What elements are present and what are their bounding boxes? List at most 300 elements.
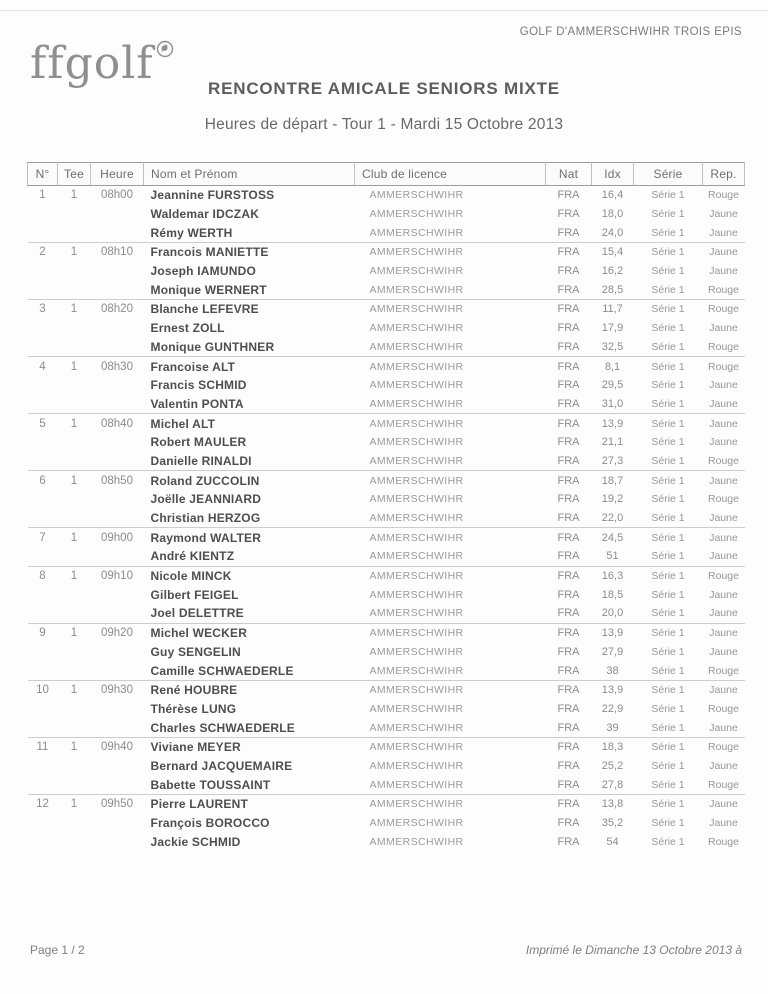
cell-heure: 08h20 [91,300,144,319]
cell-tee: 1 [58,357,91,376]
cell-nat: FRA [557,397,580,410]
cell-name: Robert MAULER [150,435,247,450]
ffgolf-logo-text: ffgolf [30,38,154,89]
cell-name: François BOROCCO [150,816,270,831]
column-header: Nat [546,163,592,186]
tee-times-table [27,162,745,851]
cell-heure: 08h00 [101,189,133,202]
cell-idx: 27,8 [601,778,624,791]
cell-num: 11 [28,737,58,756]
cell-rep: Jaune [703,471,745,490]
cell-club: AMMERSCHWIHR [369,283,464,296]
cell-club: AMMERSCHWIHR [369,493,464,506]
cell-name: Waldemar IDCZAK [150,207,260,222]
cell-heure [91,376,144,395]
cell-name: Babette TOUSSAINT [150,777,271,792]
cell-num: 3 [28,300,58,319]
cell-club: AMMERSCHWIHR [355,795,546,814]
cell-num: 12 [28,795,58,814]
column-header: Club de licence [355,163,546,186]
cell-name: André KIENTZ [150,549,235,564]
cell-nat: FRA [557,778,580,791]
cell-serie: Série 1 [651,322,685,335]
cell-idx: 25,2 [601,759,624,772]
cell-nat: FRA [557,189,580,202]
cell-serie: Série 1 [651,817,685,830]
cell-tee [58,319,91,338]
cell-club: AMMERSCHWIHR [355,414,546,433]
cell-heure: 09h10 [91,566,144,585]
cell-name: Jeannine FURSTOSS [150,188,275,203]
page-number: Page 1 / 2 [30,943,85,957]
player-row [28,795,745,814]
cell-rep: Jaune [703,528,745,547]
cell-heure [91,775,144,794]
cell-serie: Série 1 [651,189,685,202]
cell-num [28,490,58,509]
cell-tee [58,395,91,414]
cell-idx: 22,9 [601,702,624,715]
cell-heure [91,205,144,224]
cell-name: Nicole MINCK [144,566,355,585]
cell-serie: Série 1 [634,528,703,547]
cell-name: Thérèse LUNG [150,701,237,716]
cell-num [28,832,58,851]
player-row [28,319,745,338]
cell-idx: 29,5 [601,379,624,392]
player-row [28,643,745,662]
cell-num: 2 [28,243,58,262]
player-row [28,604,745,623]
column-header: Série [634,163,703,186]
cell-tee [58,585,91,604]
cell-tee: 1 [58,471,91,490]
cell-rep: Rouge [703,357,745,376]
player-row [28,547,745,566]
player-row [28,414,745,433]
cell-rep: Jaune [709,512,738,525]
cell-nat: FRA [557,454,580,467]
player-row [28,680,745,699]
cell-num [28,452,58,471]
cell-club: AMMERSCHWIHR [369,664,464,677]
cell-idx: 15,4 [592,243,634,262]
cell-nat: FRA [546,566,592,585]
cell-tee: 1 [58,737,91,756]
cell-serie: Série 1 [651,550,685,563]
cell-name: Danielle RINALDI [150,453,252,468]
cell-heure: 09h30 [91,680,144,699]
cell-nat: FRA [557,607,580,620]
cell-heure: 09h20 [91,623,144,642]
cell-tee [58,452,91,471]
cell-tee [58,700,91,719]
cell-tee [58,433,91,452]
cell-rep: Rouge [703,566,745,585]
cell-tee: 1 [58,680,91,699]
cell-tee [58,280,91,299]
cell-nat: FRA [557,721,580,734]
cell-tee [58,661,91,680]
player-row [28,205,745,224]
cell-serie: Série 1 [651,397,685,410]
cell-num: 8 [28,566,58,585]
cell-nat: FRA [546,528,592,547]
player-row [28,737,745,756]
player-row [28,243,745,262]
player-row [28,433,745,452]
cell-name: Francois MANIETTE [144,243,355,262]
cell-idx: 16,4 [601,189,624,202]
cell-num [28,718,58,737]
cell-club: AMMERSCHWIHR [355,680,546,699]
cell-serie: Série 1 [651,664,685,677]
cell-rep: Rouge [703,300,745,319]
cell-num [28,700,58,719]
player-row [28,262,745,281]
cell-serie: Série 1 [634,471,703,490]
player-row [28,376,745,395]
cell-idx: 13,9 [592,680,634,699]
club-name-header: GOLF D'AMMERSCHWIHR TROIS EPIS [519,26,742,38]
cell-nat: FRA [557,265,580,278]
cell-serie: Série 1 [651,454,685,467]
cell-idx: 35,2 [601,817,624,830]
column-header: Nom et Prénom [144,163,355,186]
cell-num: 7 [28,528,58,547]
cell-num [28,280,58,299]
cell-tee [58,814,91,833]
cell-serie: Série 1 [634,566,703,585]
cell-rep: Jaune [709,397,738,410]
cell-serie: Série 1 [651,607,685,620]
cell-rep: Jaune [703,414,745,433]
cell-club: AMMERSCHWIHR [369,340,464,353]
cell-tee [58,262,91,281]
player-row [28,300,745,319]
cell-heure [91,433,144,452]
cell-serie: Série 1 [634,795,703,814]
cell-heure [91,718,144,737]
player-row [28,338,745,357]
cell-num [28,223,58,242]
cell-heure [91,338,144,357]
cell-idx: 13,9 [592,623,634,642]
cell-serie: Série 1 [651,778,685,791]
cell-serie: Série 1 [634,680,703,699]
cell-club: AMMERSCHWIHR [355,300,546,319]
cell-nat: FRA [546,795,592,814]
cell-rep: Jaune [709,588,738,601]
cell-club: AMMERSCHWIHR [369,226,464,239]
player-row [28,471,745,490]
cell-name: Joëlle JEANNIARD [150,492,262,507]
player-row [28,490,745,509]
cell-heure [91,280,144,299]
cell-club: AMMERSCHWIHR [369,645,464,658]
cell-tee [58,775,91,794]
cell-idx: 18,3 [592,737,634,756]
cell-rep: Jaune [703,680,745,699]
cell-name: Camille SCHWAEDERLE [150,663,294,678]
cell-serie: Série 1 [634,737,703,756]
page-subtitle: Heures de départ - Tour 1 - Mardi 15 Octobre 2013 [204,116,564,133]
cell-rep: Jaune [709,550,738,563]
cell-nat: FRA [546,357,592,376]
cell-num [28,775,58,794]
cell-club: AMMERSCHWIHR [369,189,464,202]
cell-idx: 54 [606,835,619,848]
cell-nat: FRA [557,702,580,715]
cell-idx: 16,3 [592,566,634,585]
cell-club: AMMERSCHWIHR [369,208,464,221]
cell-idx: 13,8 [592,795,634,814]
cell-rep: Rouge [708,189,739,202]
cell-club: AMMERSCHWIHR [369,436,464,449]
cell-serie: Série 1 [651,340,685,353]
cell-heure [91,547,144,566]
cell-name: Charles SCHWAEDERLE [150,720,295,735]
cell-idx: 13,9 [592,414,634,433]
cell-rep: Jaune [709,607,738,620]
cell-heure: 09h00 [91,528,144,547]
player-row [28,757,745,776]
player-row [28,585,745,604]
cell-serie: Série 1 [651,265,685,278]
cell-name: Michel ALT [144,414,355,433]
cell-club: AMMERSCHWIHR [369,397,464,410]
cell-serie: Série 1 [651,493,685,506]
cell-name: Roland ZUCCOLIN [144,471,355,490]
cell-nat: FRA [557,512,580,525]
cell-tee: 1 [58,623,91,642]
cell-name: Monique GUNTHNER [150,339,275,354]
cell-name: Guy SENGELIN [150,644,241,659]
player-row [28,509,745,528]
cell-tee: 1 [58,566,91,585]
cell-club: AMMERSCHWIHR [369,721,464,734]
cell-serie: Série 1 [634,414,703,433]
player-row [28,623,745,642]
cell-nat: FRA [546,737,592,756]
player-row [28,700,745,719]
cell-club: AMMERSCHWIHR [369,454,464,467]
cell-num: 6 [28,471,58,490]
cell-nat: FRA [546,300,592,319]
cell-club: AMMERSCHWIHR [369,379,464,392]
cell-nat: FRA [546,471,592,490]
cell-club: AMMERSCHWIHR [355,471,546,490]
cell-name: Joseph IAMUNDO [150,264,256,279]
cell-club: AMMERSCHWIHR [369,607,464,620]
cell-name: Gilbert FEIGEL [150,587,239,602]
cell-rep: Jaune [709,226,738,239]
cell-heure: 08h10 [91,243,144,262]
cell-name: Viviane MEYER [144,737,355,756]
cell-num [28,585,58,604]
cell-num [28,205,58,224]
player-row [28,775,745,794]
cell-idx: 22,0 [601,512,624,525]
cell-num: 4 [28,357,58,376]
cell-idx: 21,1 [601,436,624,449]
cell-nat: FRA [557,379,580,392]
cell-club: AMMERSCHWIHR [369,588,464,601]
cell-rep: Jaune [709,436,738,449]
cell-rep: Jaune [709,817,738,830]
cell-heure [91,395,144,414]
cell-tee: 1 [58,795,91,814]
cell-club: AMMERSCHWIHR [369,702,464,715]
table-header [28,163,745,186]
cell-rep: Jaune [703,623,745,642]
cell-num [28,376,58,395]
cell-serie: Série 1 [651,702,685,715]
cell-tee [58,832,91,851]
cell-num [28,814,58,833]
cell-idx: 39 [606,721,619,734]
cell-name: Christian HERZOG [150,511,261,526]
cell-name: Ernest ZOLL [150,321,225,336]
player-row [28,718,745,737]
cell-idx: 18,5 [601,588,624,601]
cell-idx: 19,2 [601,493,624,506]
cell-tee: 1 [58,300,91,319]
cell-nat: FRA [546,680,592,699]
cell-idx: 27,9 [601,645,624,658]
cell-name: René HOUBRE [144,680,355,699]
cell-club: AMMERSCHWIHR [355,566,546,585]
cell-nat: FRA [557,208,580,221]
cell-nat: FRA [557,664,580,677]
cell-nat: FRA [557,436,580,449]
cell-idx: 24,5 [592,528,634,547]
player-row [28,280,745,299]
cell-serie: Série 1 [634,300,703,319]
cell-num [28,661,58,680]
cell-name: Francis SCHMID [150,378,247,393]
cell-club: AMMERSCHWIHR [355,737,546,756]
cell-heure [91,814,144,833]
cell-num [28,643,58,662]
cell-club: AMMERSCHWIHR [355,623,546,642]
cell-heure: 08h50 [91,471,144,490]
cell-rep: Jaune [703,795,745,814]
cell-club: AMMERSCHWIHR [369,265,464,278]
player-row [28,832,745,851]
player-row [28,223,745,242]
cell-nat: FRA [557,588,580,601]
cell-name: Blanche LEFEVRE [144,300,355,319]
cell-idx: 8,1 [592,357,634,376]
cell-idx: 18,0 [601,208,624,221]
cell-club: AMMERSCHWIHR [369,759,464,772]
player-row [28,357,745,376]
cell-club: AMMERSCHWIHR [369,512,464,525]
cell-rep: Rouge [708,702,739,715]
cell-num: 9 [28,623,58,642]
cell-serie: Série 1 [651,588,685,601]
cell-rep: Rouge [708,340,739,353]
cell-tee [58,643,91,662]
cell-idx: 16,2 [601,265,624,278]
cell-tee [58,604,91,623]
cell-heure [91,490,144,509]
cell-heure [91,757,144,776]
cell-idx: 32,5 [601,340,624,353]
cell-idx: 31,0 [601,397,624,410]
cell-rep: Rouge [708,778,739,791]
cell-rep: Jaune [709,759,738,772]
cell-name: Rémy WERTH [150,225,233,240]
cell-idx: 24,0 [601,226,624,239]
cell-heure: 08h40 [91,414,144,433]
column-header: Heure [91,163,144,186]
cell-club: AMMERSCHWIHR [369,835,464,848]
cell-rep: Jaune [709,208,738,221]
cell-tee: 1 [58,528,91,547]
cell-nat: FRA [546,623,592,642]
cell-num: 1 [39,189,46,202]
cell-tee: 1 [58,414,91,433]
cell-tee: 1 [70,189,78,202]
cell-nat: FRA [546,414,592,433]
cell-heure [91,262,144,281]
cell-club: AMMERSCHWIHR [355,243,546,262]
cell-rep: Rouge [708,664,739,677]
cell-idx: 11,7 [592,300,634,319]
cell-rep: Rouge [703,737,745,756]
cell-heure [91,832,144,851]
cell-club: AMMERSCHWIHR [369,817,464,830]
cell-num [28,509,58,528]
table-body [28,186,745,852]
cell-idx: 38 [606,664,619,677]
cell-rep: Jaune [709,645,738,658]
column-header: Tee [58,163,91,186]
cell-heure: 08h30 [91,357,144,376]
player-row [28,186,745,205]
cell-heure [91,585,144,604]
cell-serie: Série 1 [651,436,685,449]
column-header: Rep. [703,163,745,186]
cell-tee [58,509,91,528]
cell-heure [91,509,144,528]
cell-heure [91,452,144,471]
cell-name: Valentin PONTA [150,396,244,411]
cell-num [28,547,58,566]
cell-tee [58,490,91,509]
tee-times-table-wrap [27,162,744,851]
cell-num [28,319,58,338]
cell-num [28,433,58,452]
cell-rep: Rouge [708,835,739,848]
cell-nat: FRA [557,817,580,830]
player-row [28,452,745,471]
cell-rep: Rouge [708,454,739,467]
cell-nat: FRA [557,645,580,658]
cell-heure: 09h50 [91,795,144,814]
cell-tee [58,718,91,737]
page-title: RENCONTRE AMICALE SENIORS MIXTE [208,79,560,98]
cell-idx: 17,9 [601,322,624,335]
cell-serie: Série 1 [651,645,685,658]
cell-idx: 28,5 [601,283,624,296]
cell-club: AMMERSCHWIHR [355,357,546,376]
cell-serie: Série 1 [634,623,703,642]
cell-heure: 09h40 [91,737,144,756]
cell-idx: 18,7 [592,471,634,490]
